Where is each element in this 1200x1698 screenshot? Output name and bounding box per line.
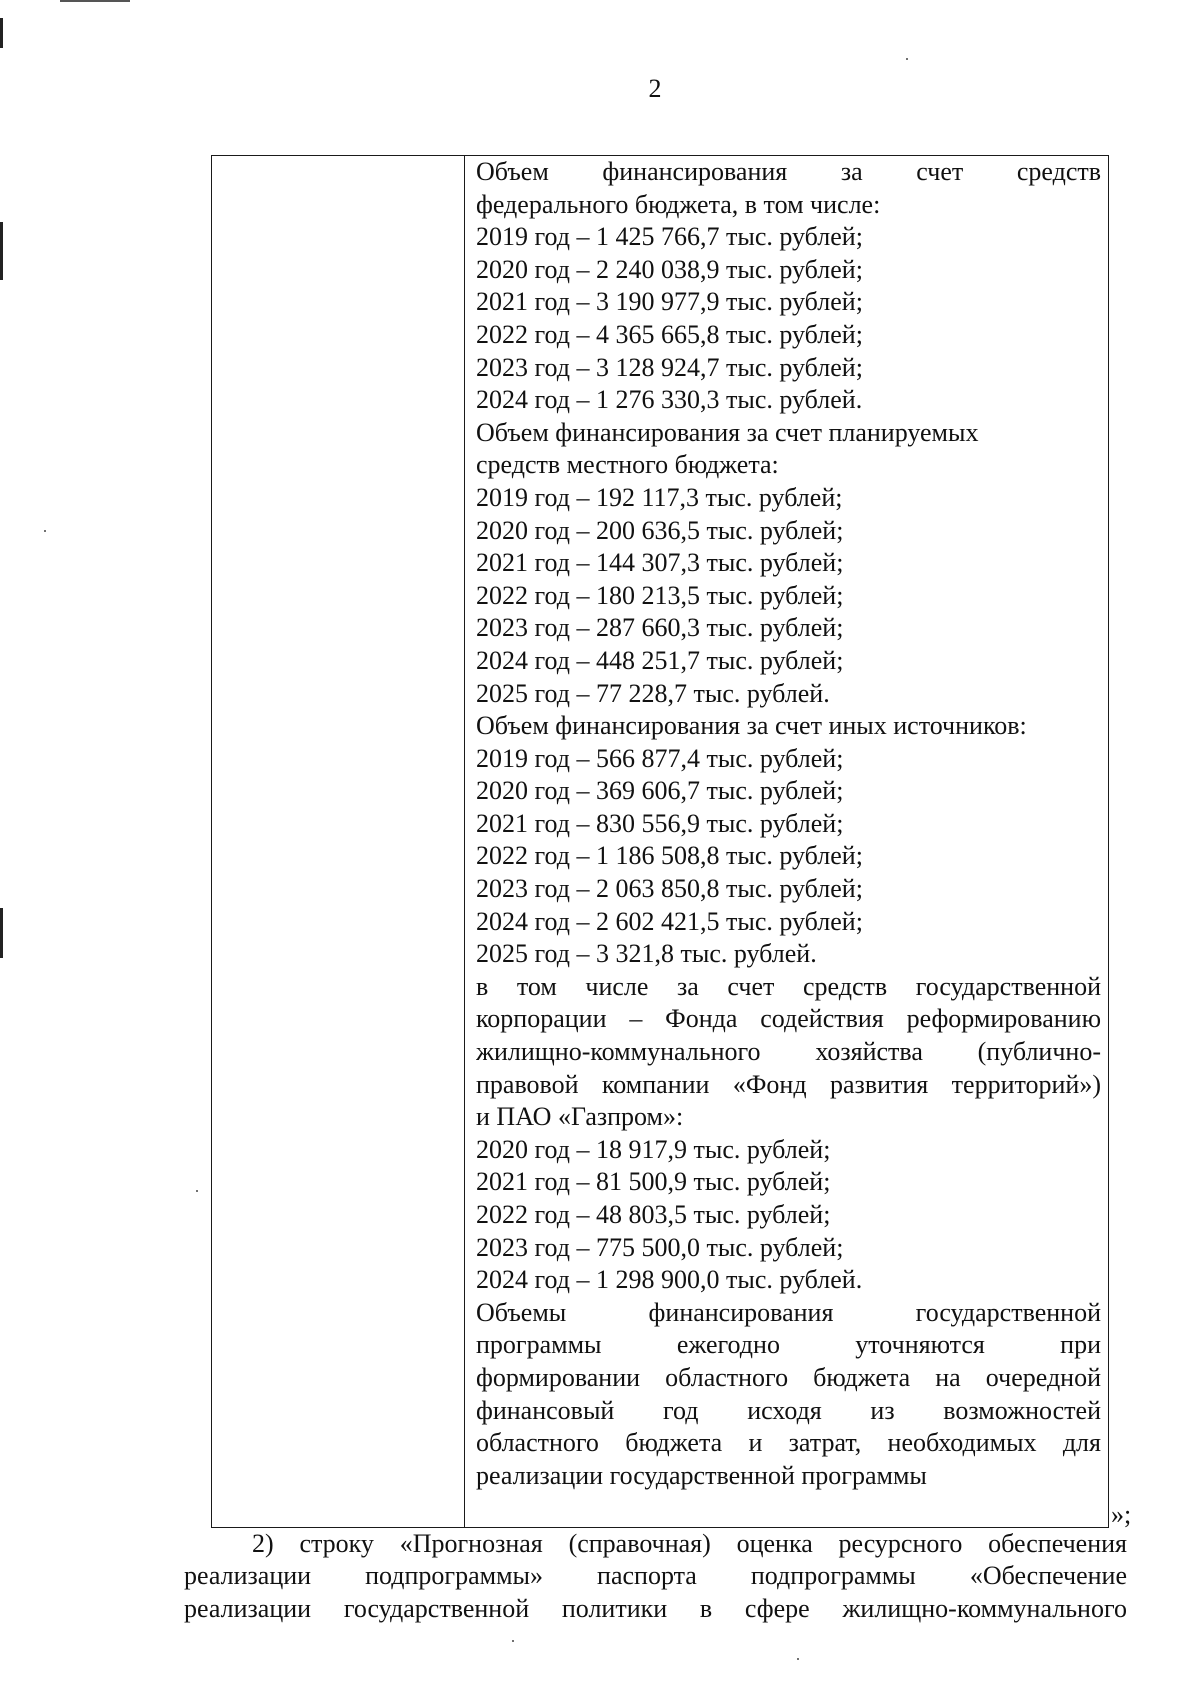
financing-line: 2023 год – 775 500,0 тыс. рублей; [476,1232,844,1262]
scan-speck [906,58,908,60]
passport-table [211,155,1109,1528]
financing-line: 2024 год – 2 602 421,5 тыс. рублей; [476,906,863,936]
financing-line: Объем финансирования за счет планируемых [476,417,979,447]
financing-line: 2023 год – 3 128 924,7 тыс. рублей; [476,352,863,382]
financing-line: 2019 год – 1 425 766,7 тыс. рублей; [476,222,863,252]
financing-line: реализации государственной программы [476,1460,927,1490]
financing-line: правовой компании «Фонд развития территорий») [476,1069,1101,1099]
financing-line: в том числе за счет средств государственной [476,971,1101,1001]
financing-line: 2020 год – 369 606,7 тыс. рублей; [476,776,844,806]
financing-line: 2021 год – 830 556,9 тыс. рублей; [476,808,844,838]
scan-speck [797,1658,799,1660]
closing-quote: »; [1111,1500,1132,1529]
financing-line: и ПАО «Газпром»: [476,1102,684,1132]
page-number: 2 [648,74,662,103]
scan-edge-mark [0,908,3,958]
paragraph-line: 2) строку «Прогнозная (справочная) оценка ресурсного обеспечения [252,1529,1127,1558]
financing-line: 2025 год – 3 321,8 тыс. рублей. [476,939,817,969]
financing-line: Объем финансирования за счет иных источников: [476,711,1027,741]
table-right-cell [476,156,1101,1527]
paragraph-line: реализации подпрограммы» паспорта подпрограммы «Обеспечение [184,1561,1127,1591]
financing-line: 2023 год – 287 660,3 тыс. рублей; [476,613,844,643]
paragraph-line: реализации государственной политики в сфере жилищно-коммунального [184,1593,1127,1623]
scan-edge-mark [0,18,3,48]
financing-line: 2024 год – 1 276 330,3 тыс. рублей. [476,385,863,415]
financing-line: 2023 год – 2 063 850,8 тыс. рублей; [476,874,863,904]
scan-edge-mark [60,0,130,2]
financing-line: 2019 год – 192 117,3 тыс. рублей; [476,482,843,512]
financing-line: федерального бюджета, в том числе: [476,189,881,219]
financing-line: финансовый год исходя из возможностей [476,1395,1101,1425]
scan-speck [44,530,46,532]
financing-line: средств местного бюджета: [476,450,779,480]
financing-line: программы ежегодно уточняются при [476,1330,1101,1360]
financing-line: 2019 год – 566 877,4 тыс. рублей; [476,743,844,773]
financing-line: 2020 год – 2 240 038,9 тыс. рублей; [476,254,863,284]
body-paragraph [184,1528,1127,1625]
financing-line: 2024 год – 1 298 900,0 тыс. рублей. [476,1265,863,1295]
financing-line: корпорации – Фонда содействия реформированию [476,1004,1101,1034]
financing-line: жилищно-коммунального хозяйства (публично- [476,1037,1101,1067]
financing-line: областного бюджета и затрат, необходимых для [476,1428,1101,1458]
financing-line: формировании областного бюджета на очередной [476,1362,1101,1392]
table-left-cell [212,156,465,1527]
financing-line: 2022 год – 4 365 665,8 тыс. рублей; [476,319,863,349]
financing-line: 2021 год – 3 190 977,9 тыс. рублей; [476,287,863,317]
financing-line: 2021 год – 81 500,9 тыс. рублей; [476,1167,831,1197]
financing-line: 2022 год – 48 803,5 тыс. рублей; [476,1200,831,1229]
financing-line: 2021 год – 144 307,3 тыс. рублей; [476,548,844,578]
financing-line: Объемы финансирования государственной [476,1297,1101,1327]
financing-line: 2020 год – 200 636,5 тыс. рублей; [476,515,844,545]
financing-line: 2025 год – 77 228,7 тыс. рублей. [476,678,830,708]
scan-edge-mark [0,222,3,280]
financing-line: Объем финансирования за счет средств [476,157,1101,186]
scan-speck [512,1640,514,1642]
financing-line: 2024 год – 448 251,7 тыс. рублей; [476,645,844,675]
financing-line: 2020 год – 18 917,9 тыс. рублей; [476,1134,831,1164]
financing-line: 2022 год – 1 186 508,8 тыс. рублей; [476,841,863,871]
financing-line: 2022 год – 180 213,5 тыс. рублей; [476,580,844,610]
scan-speck [196,1190,198,1192]
